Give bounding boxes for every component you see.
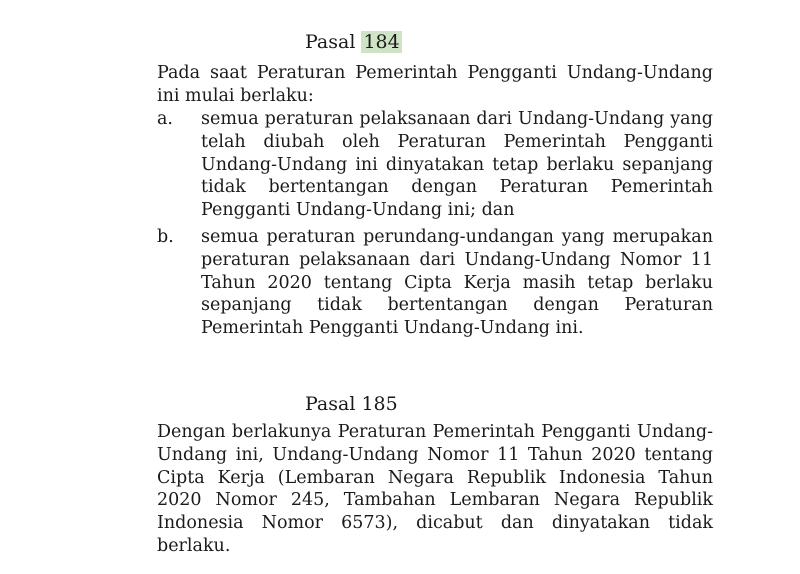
pasal-185-text: Dengan berlakunya Peraturan Pemerintah Pengganti Undang-Undang ini, Undang-Undang Nomor 11 Tahun 2020 tentang Cipta Kerja (Lembaran Negara Republik Indonesia Tahun 2020 Nomor 245, Tambahan Lembaran Negara Republik Indonesia Nomor 6573), dicabut dan dinyatakan tidak berlaku. [157, 422, 713, 556]
list-item-text: semua peraturan pelaksanaan dari Undang-Undang yang telah diubah oleh Peraturan Pemerintah Pengganti Undang-Undang ini dinyatakan tetap berlaku sepanjang tidak bertentangan dengan Peraturan Pemerintah Pengganti Undang-Undang ini; dan [201, 109, 713, 221]
list-marker: a. [157, 109, 173, 129]
pasal-185-heading: Pasal 185 [305, 393, 398, 415]
list-item-b [157, 226, 713, 340]
list-item-a [157, 108, 713, 222]
list-marker: b. [157, 227, 174, 247]
highlighted-number: 184 [363, 31, 400, 53]
pasal-184-heading [305, 31, 402, 53]
pasal-label: Pasal [305, 31, 356, 53]
pasal-184-intro: Pada saat Peraturan Pemerintah Pengganti Undang-Undang ini mulai berlaku: [157, 63, 713, 106]
list-item-text: semua peraturan perundang-undangan yang merupakan peraturan pelaksanaan dari Undang-Undang Nomor 11 Tahun 2020 tentang Cipta Kerja masih tetap berlaku sepanjang tidak bertentangan dengan Peraturan Pemerintah Pengganti Undang-Undang ini. [201, 227, 713, 339]
